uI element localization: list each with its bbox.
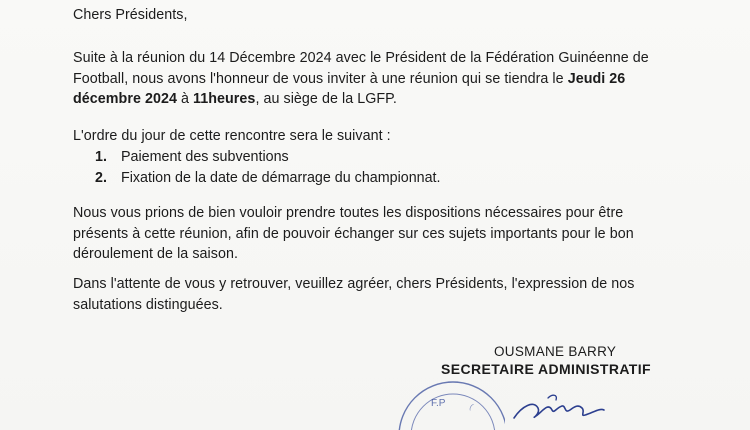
list-item-text: Paiement des subventions: [121, 149, 289, 165]
handwritten-signature: [508, 388, 608, 430]
paragraph-invitation: [73, 48, 673, 110]
meeting-date: Jeudi 26 décembre 2024: [73, 70, 626, 107]
invitation-text-1: Suite à la réunion du 14 Décembre 2024 avec le Président de la Fédération Guinéenne de Football, nous avons l'honneur de vous inviter à une réunion qui se tiendra le: [73, 50, 649, 87]
paragraph-closing: Dans l'attente de vous y retrouver, veuillez agréer, chers Présidents, l'expression de nos salutations distinguées.: [73, 276, 635, 313]
svg-text:(: (: [468, 401, 475, 412]
list-item-number: 2.: [95, 169, 107, 186]
signatory-name: OUSMANE BARRY: [494, 344, 617, 359]
official-stamp: [395, 378, 505, 430]
signatory-title: SECRETAIRE ADMINISTRATIF: [441, 361, 652, 377]
paragraph-dispositions: Nous vous prions de bien vouloir prendre toutes les dispositions nécessaires pour être présents à cette réunion, afin de pouvoir échanger sur ces sujets importants pour le bon déroulement de la saison.: [73, 205, 634, 262]
invitation-text-3: , au siège de la LGFP.: [255, 91, 397, 107]
meeting-time: 11heures: [193, 91, 256, 107]
list-item-number: 1.: [95, 149, 107, 165]
salutation: Chers Présidents,: [73, 7, 188, 23]
agenda-intro: L'ordre du jour de cette rencontre sera le suivant :: [73, 128, 391, 144]
list-item-text: Fixation de la date de démarrage du championnat.: [121, 169, 441, 186]
list-item: [95, 147, 441, 168]
invitation-text-2: à: [176, 91, 194, 107]
stamp-text: F.P: [431, 398, 446, 409]
list-item: [95, 168, 441, 189]
agenda-list: [95, 147, 441, 188]
